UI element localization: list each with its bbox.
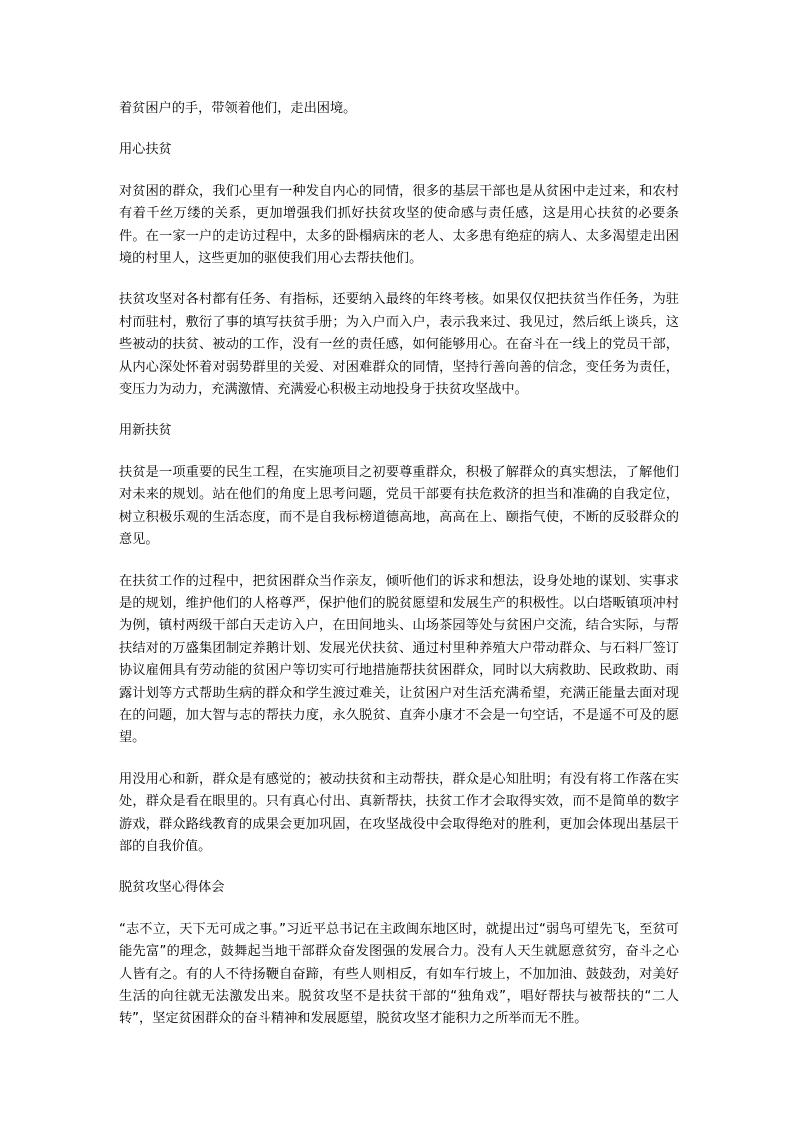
paragraph: 扶贫攻坚对各村都有任务、有指标，还要纳入最终的年终考核。如果仅仅把扶贫当作任务，为驻村而驻村，敷衍了事的填写扶贫手册；为入户而入户，表示我来过、我见过，然后纸上谈兵，这些被动的扶贫、被动的工作，没有一丝的责任感，如何能够用心。在奋斗在一线上的党员干部，从内心深处怀着对弱势群里的关爱、对困难群众的同情，坚持行善向善的信念，变任务为责任，变压力为动力，充满激情、充满爱心积极主动地投身于扶贫攻坚战中。 [119,292,679,398]
section-heading-experience: 脱贫攻坚心得体会 [119,880,225,896]
section-heading-yongxin: 用心扶贫 [119,142,172,158]
paragraph: 在扶贫工作的过程中，把贫困群众当作亲友，倾听他们的诉求和想法，设身处地的谋划、实事求是的规划，维护他们的人格尊严，保护他们的脱贫愿望和发展生产的积极性。以白塔畈镇项冲村为例，镇村两级干部白天走访入户，在田间地头、山场茶园等处与贫困户交流，结合实际，与帮扶结对的万盛集团制定养鹅计划、发展光伏扶贫、通过村里种养殖大户带动群众、与石料厂签订协议雇佣具有劳动能的贫困户等切实可行地措施帮扶贫困群众，同时以大病救助、民政救助、雨露计划等方式帮助生病的群众和学生渡过难关，让贫困户对生活充满希望，充满正能量去面对现在的问题，加大智与志的帮扶力度，永久脱贫、直奔小康才不会是一句空话，不是遥不可及的愿望。 [119,573,679,746]
paragraph: 扶贫是一项重要的民生工程，在实施项目之初要尊重群众，积极了解群众的真实想法，了解他们对未来的规划。站在他们的角度上思考问题，党员干部要有扶危救济的担当和准确的自我定位，树立积极乐观的生活态度，而不是自我标榜道德高地，高高在上、颐指气使，不断的反驳群众的意见。 [119,464,679,548]
paragraph: 用没用心和新，群众是有感觉的；被动扶贫和主动帮扶，群众是心知肚明；有没有将工作落在实处，群众是看在眼里的。只有真心付出、真新帮扶，扶贫工作才会取得实效，而不是简单的数字游戏，群众路线教育的成果会更加巩固，在攻坚战役中会取得绝对的胜利，更加会体现出基层干部的自我价值。 [119,771,679,854]
section-heading-yongxin-new: 用新扶贫 [119,423,172,439]
paragraph: 对贫困的群众，我们心里有一种发自内心的同情，很多的基层干部也是从贫困中走过来，和农村有着千丝万缕的关系，更加增强我们抓好扶贫攻坚的使命感与责任感，这是用心扶贫的必要条件。在一家一户的走访过程中，太多的卧榻病床的老人、太多患有绝症的病人、太多渴望走出困境的村里人，这些更加的驱使我们用心去帮扶他们。 [119,183,679,267]
paragraph: “志不立，天下无可成之事。”习近平总书记在主政闽东地区时，就提出过“弱鸟可望先飞，至贫可能先富”的理念，鼓舞起当地干部群众奋发图强的发展合力。没有人天生就愿意贫穷，奋斗之心人皆有之。有的人不待扬鞭自奋蹄，有些人则相反，有如车行坡上，不加加油、鼓鼓劲，对美好生活的向往就无法激发出来。脱贫攻坚不是扶贫干部的“独角戏”，唱好帮扶与被帮扶的“二人转”，坚定贫困群众的奋斗精神和发展愿望，脱贫攻坚才能积力之所举而无不胜。 [119,921,679,1027]
document-page [119,98,679,1050]
paragraph-continuation: 着贫困户的手，带领着他们，走出困境。 [119,101,357,116]
